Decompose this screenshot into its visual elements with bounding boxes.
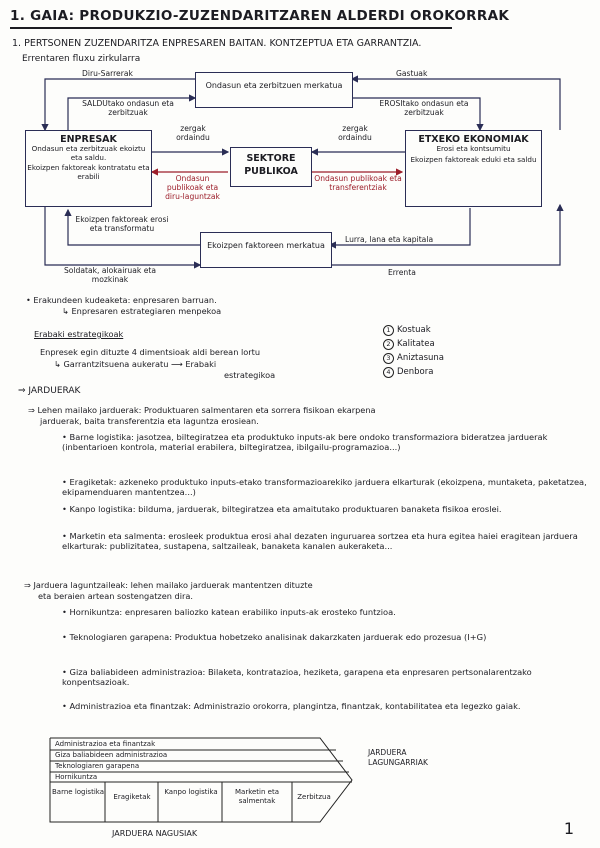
support-line1: ⇒ Jarduera laguntzaileak: lehen mailako jarduerak mantentzen dituzte bbox=[24, 580, 313, 590]
red-left-label: Ondasun publikoak eta diru-laguntzak bbox=[165, 174, 220, 201]
household-title: ETXEKO EKONOMIAK bbox=[418, 134, 529, 145]
strategic-line3: estrategikoa bbox=[224, 370, 276, 380]
value-chain-support-row: Hornikuntza bbox=[55, 773, 98, 781]
strategic-heading: Erabaki estrategikoak bbox=[34, 329, 124, 339]
support-activity-item: • Giza baliabideen administrazioa: Bilaketa, kontratazioa, heziketa, garapena eta enpresaren pertsonalarentzako konpentsazioak. bbox=[62, 667, 532, 688]
value-chain-primary-cell: Eragiketak bbox=[113, 793, 151, 801]
dimension-label: Aniztasuna bbox=[397, 353, 444, 363]
primary-activity-item: • Marketin eta salmenta: erosleek produktua erosi ahal dezaten inguruarea sortzea eta hura egitea haiei eragitean jarduera elkarturak: publizitatea, sustapena, saltzaileak, banaketa kanalen aukeraketa... bbox=[62, 531, 578, 552]
enterprise-line1: Ondasun eta zerbitzuak ekoiztu eta saldu. bbox=[31, 144, 146, 162]
goods-market-box bbox=[195, 72, 353, 108]
value-chain-primary-cell: Marketin eta salmentak bbox=[234, 788, 279, 805]
primary-activities-label: JARDUERA NAGUSIAK bbox=[112, 829, 198, 838]
household-line1: Erosi eta kontsumitu bbox=[436, 144, 511, 153]
enterprise-box bbox=[25, 130, 152, 207]
household-box bbox=[405, 130, 542, 207]
support-activities-label-1: JARDUERA bbox=[368, 748, 407, 757]
errenta-label: Errenta bbox=[388, 268, 416, 277]
dimension-label: Denbora bbox=[397, 367, 434, 377]
erositako-label: EROSItako ondasun eta zerbitzuak bbox=[379, 99, 469, 117]
factor-market-box bbox=[200, 232, 332, 268]
erakundeen-line: • Erakundeen kudeaketa: enpresaren barruan. bbox=[26, 295, 217, 305]
dimension-item bbox=[383, 353, 444, 364]
zergak-right-label: zergak ordaindu bbox=[338, 124, 372, 142]
support-activities-label-2: LAGUNGARRIAK bbox=[368, 758, 428, 767]
primary-activity-item: • Barne logistika: jasotzea, biltegiratzea eta produktuko inputs-ak bere ondoko transformaziora bideratzea jarduerak (inbentarioen kontrola, material erabilera, biltegiratzea, ibilgailu-programazioa...) bbox=[62, 432, 548, 453]
dimension-number: 4 bbox=[383, 367, 394, 378]
lurra-label: Lurra, lana eta kapitala bbox=[345, 235, 434, 244]
gastuak-label: Gastuak bbox=[396, 69, 428, 78]
strategic-line1: Enpresek egin dituzte 4 dimentsioak aldi berean lortu bbox=[40, 347, 261, 357]
support-activity-item: • Hornikuntza: enpresaren baliozko katean erabiliko inputs-ak erosteko funtzioa. bbox=[62, 607, 396, 617]
ekoizpen-left-label: Ekoizpen faktoreak erosi eta transformatu bbox=[75, 215, 169, 233]
estrategia-line: ↳ Enpresaren estrategiaren menpekoa bbox=[62, 306, 222, 316]
dimension-label: Kostuak bbox=[397, 325, 431, 335]
jarduerak-heading: ⇒ JARDUERAK bbox=[18, 386, 81, 396]
page-title: 1. GAIA: PRODUKZIO-ZUZENDARITZAREN ALDERDI OROKORRAK bbox=[10, 8, 510, 24]
primary-activity-item: • Kanpo logistika: bilduma, jarduerak, biltegiratzea eta amaitutako produktuaren banaketa fisikoa eroslei. bbox=[62, 504, 502, 514]
value-chain-support-row: Teknologiaren garapena bbox=[55, 762, 140, 770]
lehen-line2: jarduerak, baita transferentzia eta laguntza erosiean. bbox=[40, 416, 259, 426]
dimension-number: 3 bbox=[383, 353, 394, 364]
public-sector-label: SEKTORE PUBLIKOA bbox=[244, 153, 298, 177]
goods-market-label: Ondasun eta zerbitzuen merkatua bbox=[205, 81, 343, 90]
enterprise-title: ENPRESAK bbox=[60, 134, 117, 145]
soldatak-label: Soldatak, alokairuak eta mozkinak bbox=[63, 266, 157, 284]
lehen-line1: ⇒ Lehen mailako jarduerak: Produktuaren salmentaren eta sorrera fisikoan ekarpena bbox=[28, 405, 376, 415]
public-sector-box bbox=[230, 147, 312, 187]
dimension-item bbox=[383, 339, 435, 350]
flow-title: Errentaren fluxu zirkularra bbox=[22, 54, 141, 64]
dimension-item bbox=[383, 325, 431, 336]
dimension-label: Kalitatea bbox=[397, 339, 435, 349]
diru-sarrerak-label: Diru-Sarrerak bbox=[82, 69, 133, 78]
dimension-item bbox=[383, 367, 433, 378]
value-chain-support-row: Giza baliabideen administrazioa bbox=[55, 751, 168, 759]
page-number: 1 bbox=[563, 819, 574, 838]
value-chain-support-row: Administrazioa eta finantzak bbox=[55, 740, 156, 748]
zergak-left-label: zergak ordaindu bbox=[176, 124, 210, 142]
saldutako-label: SALDUtako ondasun eta zerbitzuak bbox=[82, 99, 174, 117]
value-chain-primary-cell: Barne logistika bbox=[52, 788, 104, 796]
value-chain-primary-cell: Kanpo logistika bbox=[164, 788, 218, 796]
dimension-number: 2 bbox=[383, 339, 394, 350]
red-right-label: Ondasun publikoak eta transferentziak bbox=[314, 174, 402, 192]
enterprise-line2: Ekoizpen faktoreak kontratatu eta erabili bbox=[27, 163, 150, 181]
strategic-line2: ↳ Garrantzitsuena aukeratu ⟶ Erabaki bbox=[54, 359, 217, 369]
dimension-number: 1 bbox=[383, 325, 394, 336]
support-activity-item: • Teknologiaren garapena: Produktua hobetzeko analisinak dakarzkaten jarduerak edo prozesua (I+G) bbox=[62, 632, 487, 642]
household-line2: Ekoizpen faktoreak eduki eta saldu bbox=[410, 154, 537, 164]
value-chain-primary-cell: Zerbitzua bbox=[297, 793, 331, 801]
section-subtitle: 1. PERTSONEN ZUZENDARITZA ENPRESAREN BAITAN. KONTZEPTUA ETA GARRANTZIA. bbox=[12, 38, 422, 49]
primary-activity-item: • Eragiketak: azkeneko produktuko inputs-etako transformazioarekiko jarduera elkarturak (ekoizpena, muntaketa, paketatzea, ekipamenduaren mantentzea...) bbox=[62, 477, 587, 498]
factor-market-label: Ekoizpen faktoreen merkatua bbox=[207, 241, 325, 250]
support-line2: eta beraien artean sostengatzen dira. bbox=[38, 591, 194, 601]
support-activity-item: • Administrazioa eta finantzak: Administrazio orokorra, plangintza, finantzak, kontabilitatea eta legezko gaiak. bbox=[62, 701, 521, 711]
